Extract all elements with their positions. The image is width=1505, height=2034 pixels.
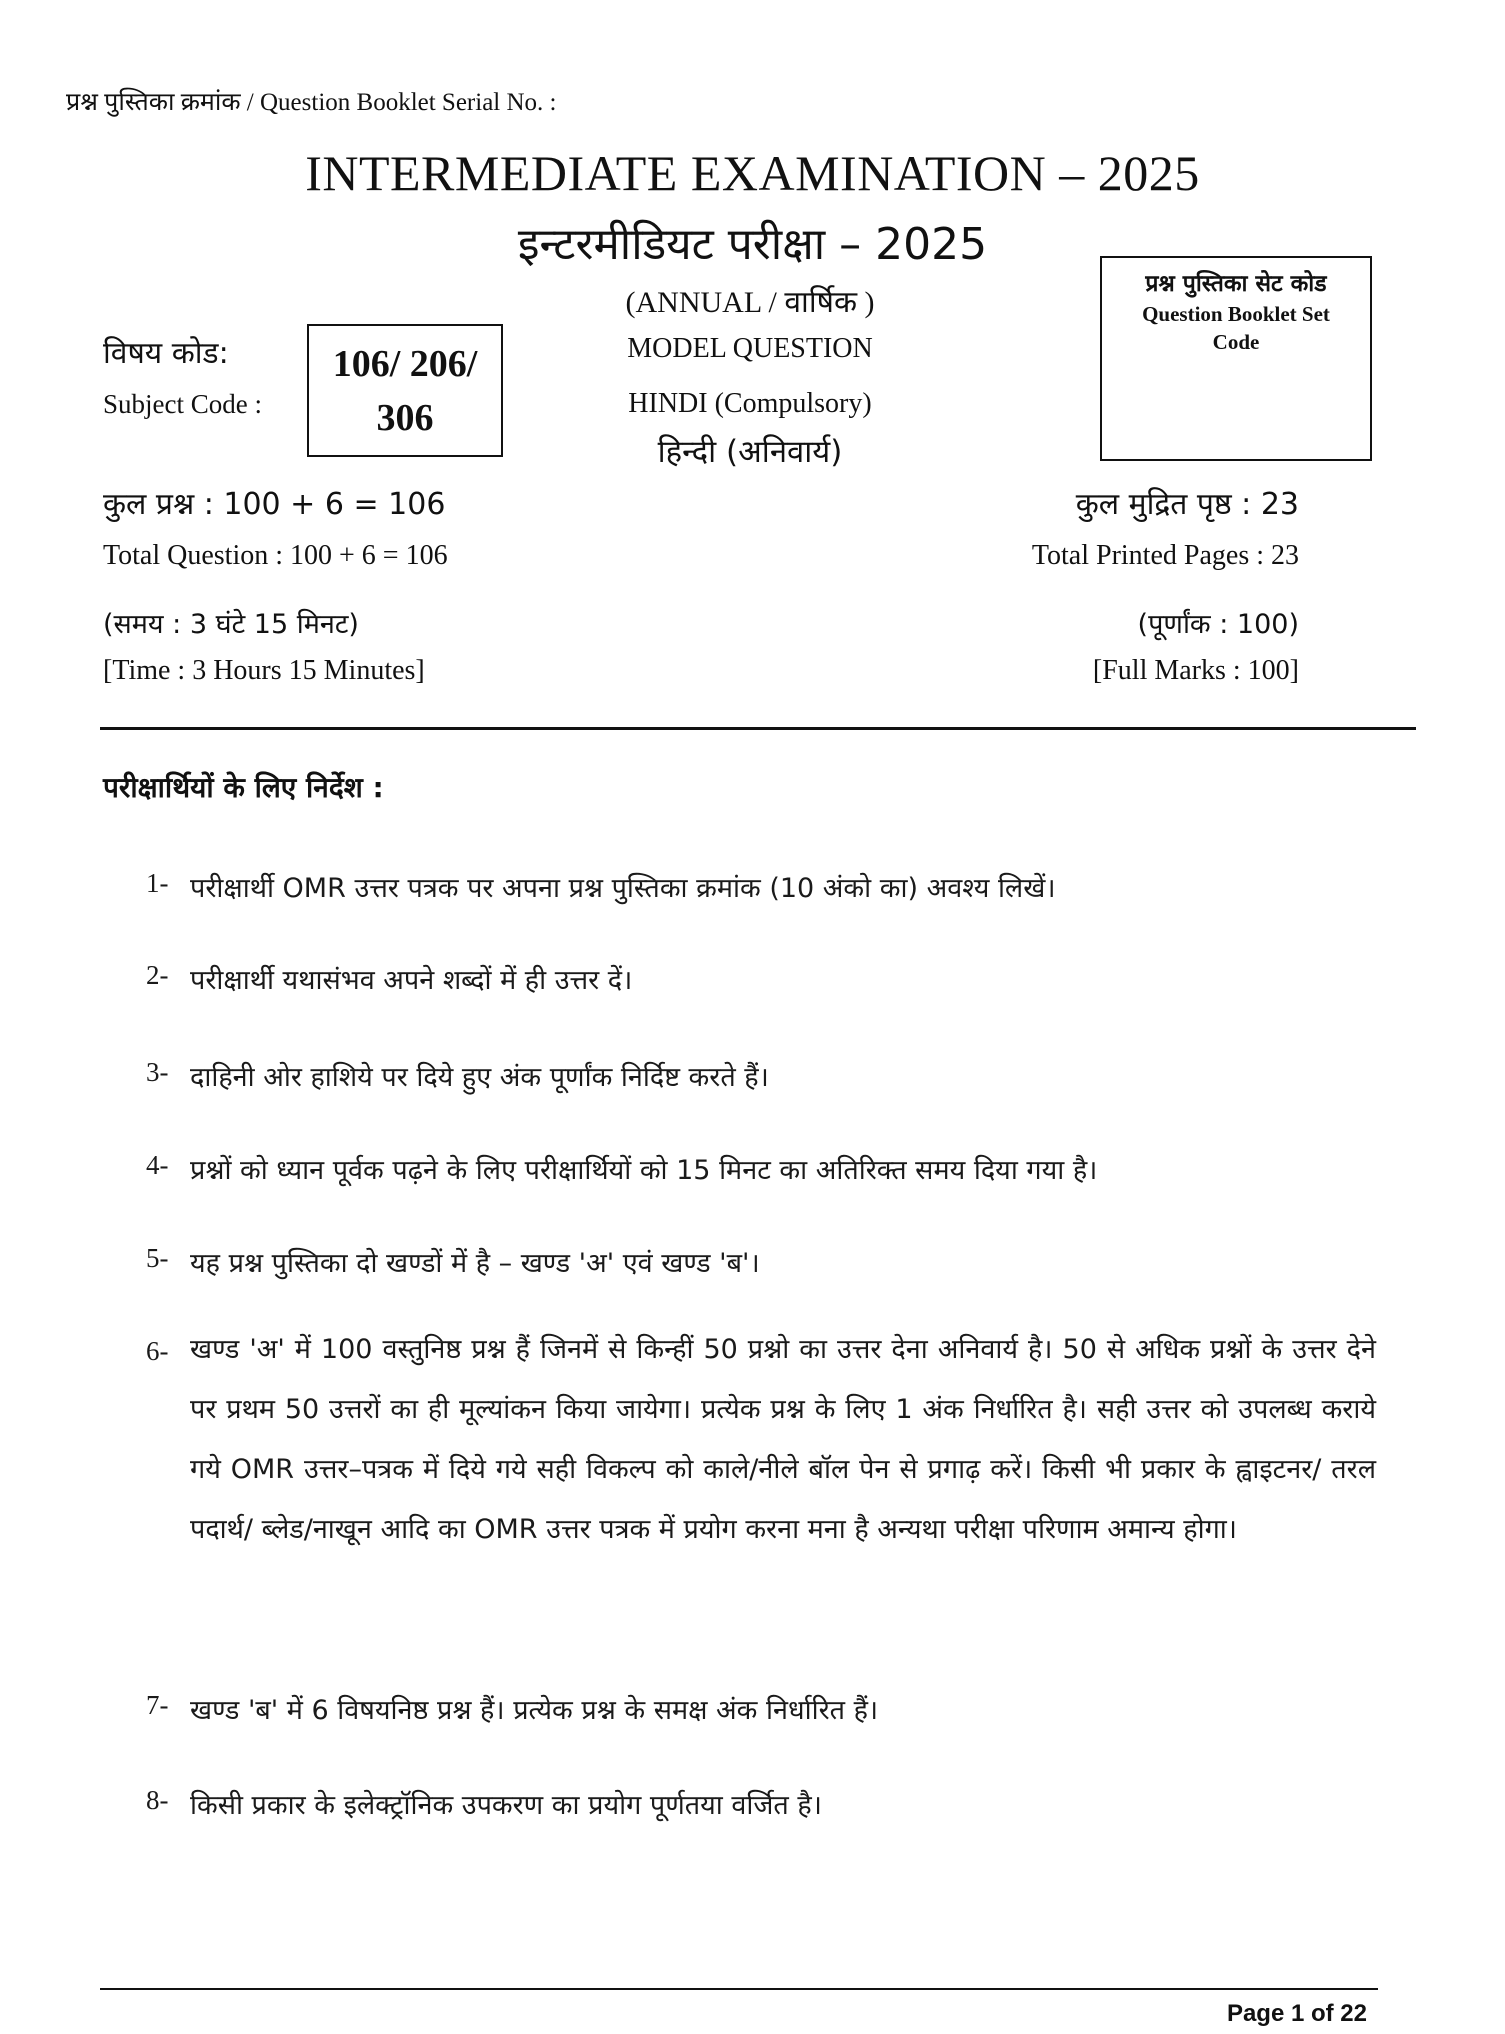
total-questions-hindi: कुल प्रश्न : 100 + 6 = 106	[103, 487, 446, 522]
instruction-item	[146, 960, 1376, 997]
full-marks-hindi: (पूर्णांक : 100)	[1137, 609, 1299, 640]
total-questions-english: Total Question : 100 + 6 = 106	[103, 540, 448, 571]
subject-code-box	[307, 324, 503, 457]
set-code-label-english-2: Code	[1212, 330, 1260, 354]
subject-code-label-english: Subject Code :	[103, 389, 262, 419]
instruction-number: 8-	[146, 1785, 169, 1815]
booklet-set-code-box[interactable]	[1100, 256, 1372, 461]
question-booklet-serial-label: प्रश्न पुस्तिका क्रमांक / Question Booklet Serial No. :	[66, 89, 557, 116]
instructions-heading: परीक्षार्थियों के लिए निर्देश :	[103, 771, 384, 804]
instruction-item	[146, 1057, 1376, 1094]
instruction-text: परीक्षार्थी OMR उत्तर पत्रक पर अपना प्रश्न पुस्तिका क्रमांक (10 अंको का) अवश्य लिखें।	[190, 873, 1056, 904]
instruction-number: 3-	[146, 1057, 169, 1087]
page-number: Page 1 of 22	[1226, 2000, 1367, 2027]
instruction-number: 4-	[146, 1150, 169, 1180]
instruction-text: प्रश्नों को ध्यान पूर्वक पढ़ने के लिए परीक्षार्थियों को 15 मिनट का अतिरिक्त समय दिया गया है।	[190, 1155, 1098, 1186]
instruction-text: किसी प्रकार के इलेक्ट्रॉनिक उपकरण का प्रयोग पूर्णतया वर्जित है।	[190, 1790, 822, 1821]
subject-code-label-hindi: विषय कोड:	[103, 336, 229, 371]
set-code-label-hindi: प्रश्न पुस्तिका सेट कोड	[1145, 271, 1327, 297]
instruction-number: 6-	[146, 1336, 169, 1366]
header-divider	[100, 727, 1416, 730]
subject-name-hindi: हिन्दी (अनिवार्य)	[657, 434, 843, 470]
footer-divider	[100, 1988, 1378, 1990]
instruction-text: खण्ड 'ब' में 6 विषयनिष्ठ प्रश्न हैं। प्रत्येक प्रश्न के समक्ष अंक निर्धारित हैं।	[190, 1695, 879, 1726]
instruction-text: खण्ड 'अ' में 100 वस्तुनिष्ठ प्रश्न हैं जिनमें से किन्हीं 50 प्रश्नो का उत्तर देना अनिवार्य है। 50 से अधिक प्रश्नों के उत्तर देने पर प्रथम 50 उत्तरों का ही मूल्यांकन किया जायेगा। प्रत्येक प्रश्न के लिए 1 अंक निर्धारित है। सही उत्तर को उपलब्ध कराये गये OMR उत्तर–पत्रक में दिये गये सही विकल्प को काले/नीले बॉल पेन से प्रगाढ़ करें। किसी भी प्रकार के ह्वाइटनर/ तरल पदार्थ/ ब्लेड/नाखून आदि का OMR उत्तर पत्रक में प्रयोग करना मना है अन्यथा परीक्षा परिणाम अमान्य होगा।	[190, 1334, 1376, 1545]
exam-type-annual: (ANNUAL / वार्षिक )	[625, 286, 875, 319]
time-hindi: (समय : 3 घंटे 15 मिनट)	[103, 609, 359, 640]
instruction-number: 7-	[146, 1690, 169, 1720]
exam-title-hindi: इन्टरमीडियट परीक्षा – 2025	[517, 219, 988, 270]
full-marks-english: [Full Marks : 100]	[1092, 655, 1299, 686]
subject-name-english: HINDI (Compulsory)	[628, 388, 872, 419]
exam-title-english: INTERMEDIATE EXAMINATION – 2025	[305, 145, 1200, 201]
total-pages-hindi: कुल मुद्रित पृष्ठ : 23	[1075, 487, 1299, 522]
instruction-number: 2-	[146, 960, 169, 990]
time-english: [Time : 3 Hours 15 Minutes]	[103, 655, 425, 686]
instruction-number: 5-	[146, 1243, 169, 1273]
set-code-label-english-1: Question Booklet Set	[1142, 302, 1330, 326]
instruction-item	[146, 1150, 1376, 1187]
total-pages-english: Total Printed Pages : 23	[1031, 540, 1299, 571]
subject-code-line-1: 106/ 206/	[332, 342, 478, 385]
instruction-item	[146, 1690, 1376, 1727]
instruction-item	[146, 1336, 1376, 1560]
instruction-text: यह प्रश्न पुस्तिका दो खण्डों में है – खण्ड 'अ' एवं खण्ड 'ब'।	[190, 1248, 760, 1279]
subject-code-line-2: 306	[376, 396, 434, 439]
instruction-text: परीक्षार्थी यथासंभव अपने शब्दों में ही उत्तर दें।	[190, 965, 633, 996]
model-question-label: MODEL QUESTION	[627, 333, 873, 364]
instruction-item	[146, 1243, 1376, 1280]
instruction-text: दाहिनी ओर हाशिये पर दिये हुए अंक पूर्णांक निर्दिष्ट करते हैं।	[190, 1062, 769, 1093]
instruction-item	[146, 1785, 1376, 1822]
instruction-item	[146, 868, 1376, 905]
instruction-number: 1-	[146, 868, 169, 898]
